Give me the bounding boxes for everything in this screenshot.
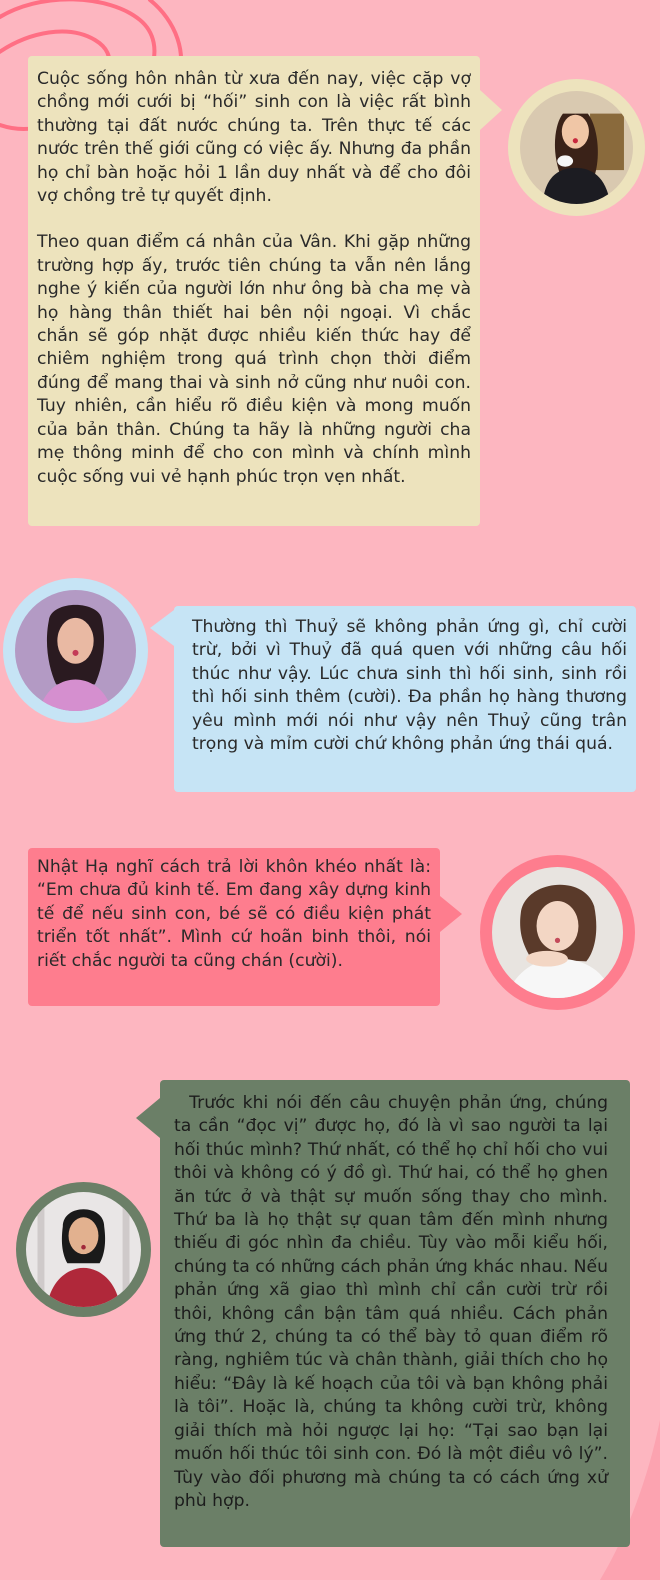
woman-resting-chin-photo-icon [492, 867, 623, 998]
bubble-tail-2 [150, 610, 174, 646]
quote-2-paragraph-1: Thường thì Thuỷ sẽ không phản ứng gì, chỉ cười trừ, bởi vì Thuỷ đã quá quen với những câu hối thúc như vậy. Lúc chưa sinh thì hối sinh, sinh rồi thì hối sinh thêm (cười). Đa phần họ hàng thương yêu mình mới nói như vậy nên Thuỷ cũng trân trọng và mỉm cười chứ không phản ứng thái quá. [192, 617, 633, 755]
quote-1-paragraph-2: Theo quan điểm cá nhân của Vân. Khi gặp những trường hợp ấy, trước tiên chúng ta vẫn nên lắng nghe ý kiến của người lớn như ông bà cha mẹ và họ hàng thân thiết hai bên nội ngoại. Vì chắc chắn sẽ góp nhặt được nhiều kiến thức hay để chiêm nghiệm trong quá trình chọn thời điểm đúng để mang thai và sinh nở cũng như nuôi con. Tuy nhiên, cần hiểu rõ điều kiện và mong muốn của bản thân. Chúng ta hãy là những người cha mẹ thông minh để cho con mình và chính mình cuộc sống vui vẻ hạnh phúc trọn vẹn nhất. [37, 232, 477, 487]
woman-holding-cup-photo-icon [520, 91, 633, 204]
quote-3-paragraph-1: Nhật Hạ nghĩ cách trả lời khôn khéo nhất là: “Em chưa đủ kinh tế. Em đang xây dựng kinh tế để nếu sinh con, bé sẽ có điều kiện phát triển tốt nhất”. Mình cứ hoãn binh thôi, nói riết chắc người ta cũng chán (cười). [37, 857, 437, 971]
woman-portrait-photo-icon [15, 590, 136, 711]
quote-bubble-3 [28, 848, 440, 1006]
bubble-tail-4 [136, 1098, 160, 1138]
quote-4-paragraph-1: Trước khi nói đến câu chuyện phản ứng, chúng ta cần “đọc vị” được họ, đó là vì sao người ta lại hối thúc mình? Thứ nhất, có thể họ chỉ hối cho vui thôi và không có ý đồ gì. Thứ hai, có thể họ ghen ăn tức ở và thật sự muốn sống thay cho mình. Thứ ba là họ thật sự quan tâm đến mình nhưng thiếu đi góc nhìn đa chiều. Tùy vào mỗi kiểu hối, chúng ta có những cách phản ứng khác nhau. Nếu phản ứng xã giao thì mình chỉ cần cười trừ rồi thôi, không cần bận tâm quá nhiều. Cách phản ứng thứ 2, chúng ta có thể bày tỏ quan điểm rõ ràng, nghiêm túc và chân thành, giải thích cho họ hiểu: “Đây là kế hoạch của tôi và bạn không phải là tôi”. Hoặc là, chúng ta không cười trừ, không giải thích mà hỏi ngược lại họ: “Tại sao bạn lại muốn hối thúc tôi sinh con. Đó là một điều vô lý”. Tùy vào đối phương mà chúng ta có cách ứng xử phù hợp. [174, 1093, 614, 1511]
quote-bubble-2 [174, 606, 636, 792]
quote-bubble-1 [28, 56, 480, 526]
quote-bubble-4 [160, 1080, 630, 1547]
bubble-tail-3 [440, 896, 462, 932]
avatar-4 [16, 1182, 151, 1317]
avatar-1 [508, 79, 645, 216]
avatar-2 [3, 578, 148, 723]
avatar-3 [480, 855, 635, 1010]
quote-1-paragraph-1: Cuộc sống hôn nhân từ xưa đến nay, việc cặp vợ chồng mới cưới bị “hối” sinh con là việc rất bình thường tại đất nước chúng ta. Trên thực tế các nước trên thế giới cũng có việc ấy. Nhưng đa phần họ chỉ bàn hoặc hỏi 1 lần duy nhất và để cho đôi vợ chồng trẻ tự quyết định. [37, 69, 477, 207]
woman-red-dress-photo-icon [26, 1192, 141, 1307]
bubble-tail-1 [480, 90, 502, 130]
